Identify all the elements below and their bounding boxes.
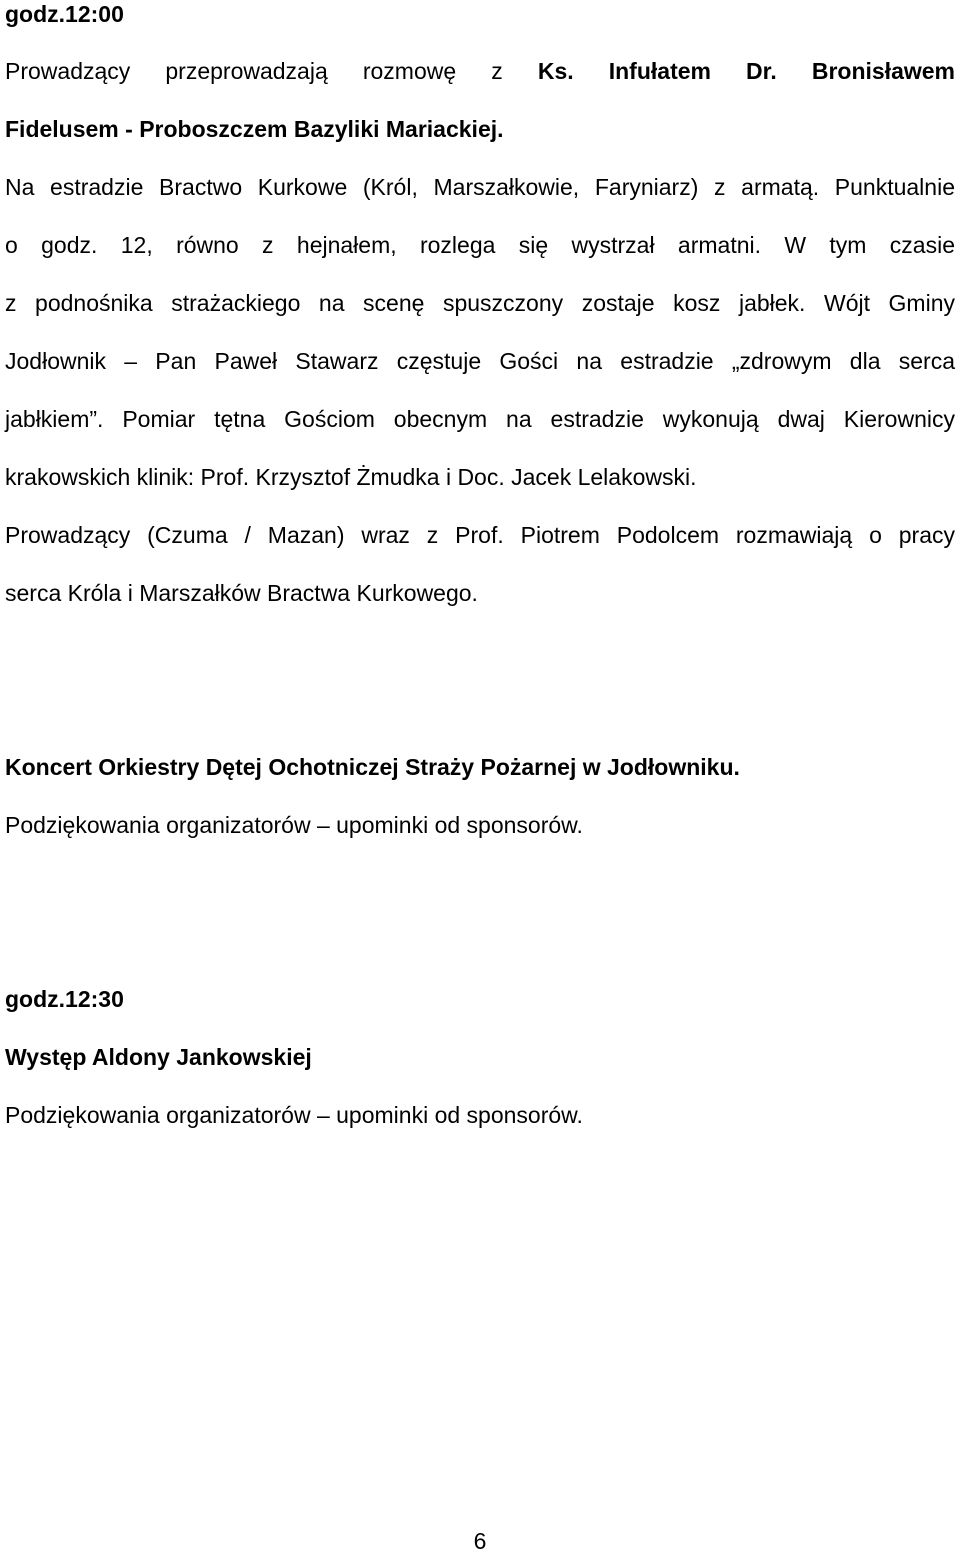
concert-section bbox=[5, 738, 955, 854]
paragraph-line-2: Fidelusem - Proboszczem Bazyliki Mariackiej. bbox=[5, 116, 504, 142]
performance-section bbox=[5, 970, 955, 1144]
paragraph-line-5: z podnośnika strażackiego na scenę spuszczony zostaje kosz jabłek. Wójt Gminy bbox=[5, 290, 955, 316]
paragraph-line-7: jabłkiem”. Pomiar tętna Gościom obecnym na estradzie wykonują dwaj Kierownicy bbox=[5, 406, 955, 432]
concert-thanks: Podziękowania organizatorów – upominki od sponsorów. bbox=[5, 812, 583, 838]
line-text-bold-guest: Ks. Infułatem Dr. Bronisławem bbox=[537, 58, 955, 84]
time-heading-1200 bbox=[5, 0, 955, 43]
time-heading-text: godz.12:00 bbox=[5, 1, 124, 27]
paragraph-line-9: Prowadzący (Czuma / Mazan) wraz z Prof. Piotrem Podolcem rozmawiają o pracy bbox=[5, 522, 955, 548]
paragraph-line-1 bbox=[5, 42, 955, 100]
paragraph-line-8: krakowskich klinik: Prof. Krzysztof Żmudka i Doc. Jacek Lelakowski. bbox=[5, 464, 697, 490]
paragraph-interview bbox=[5, 42, 955, 622]
paragraph-line-6: Jodłownik – Pan Paweł Stawarz częstuje Gości na estradzie „zdrowym dla serca bbox=[5, 348, 955, 374]
paragraph-line-10: serca Króla i Marszałków Bractwa Kurkowego. bbox=[5, 580, 478, 606]
performance-thanks: Podziękowania organizatorów – upominki od sponsorów. bbox=[5, 1102, 583, 1128]
time-heading-1230: godz.12:30 bbox=[5, 986, 124, 1012]
line-text-regular: Prowadzący przeprowadzają rozmowę z bbox=[5, 58, 538, 84]
page-number: 6 bbox=[473, 1528, 487, 1554]
paragraph-line-4: o godz. 12, równo z hejnałem, rozlega się wystrzał armatni. W tym czasie bbox=[5, 232, 955, 258]
performance-title: Występ Aldony Jankowskiej bbox=[5, 1044, 312, 1070]
paragraph-line-3: Na estradzie Bractwo Kurkowe (Król, Marszałkowie, Faryniarz) z armatą. Punktualnie bbox=[5, 174, 955, 200]
concert-title: Koncert Orkiestry Dętej Ochotniczej Straży Pożarnej w Jodłowniku. bbox=[5, 754, 740, 780]
